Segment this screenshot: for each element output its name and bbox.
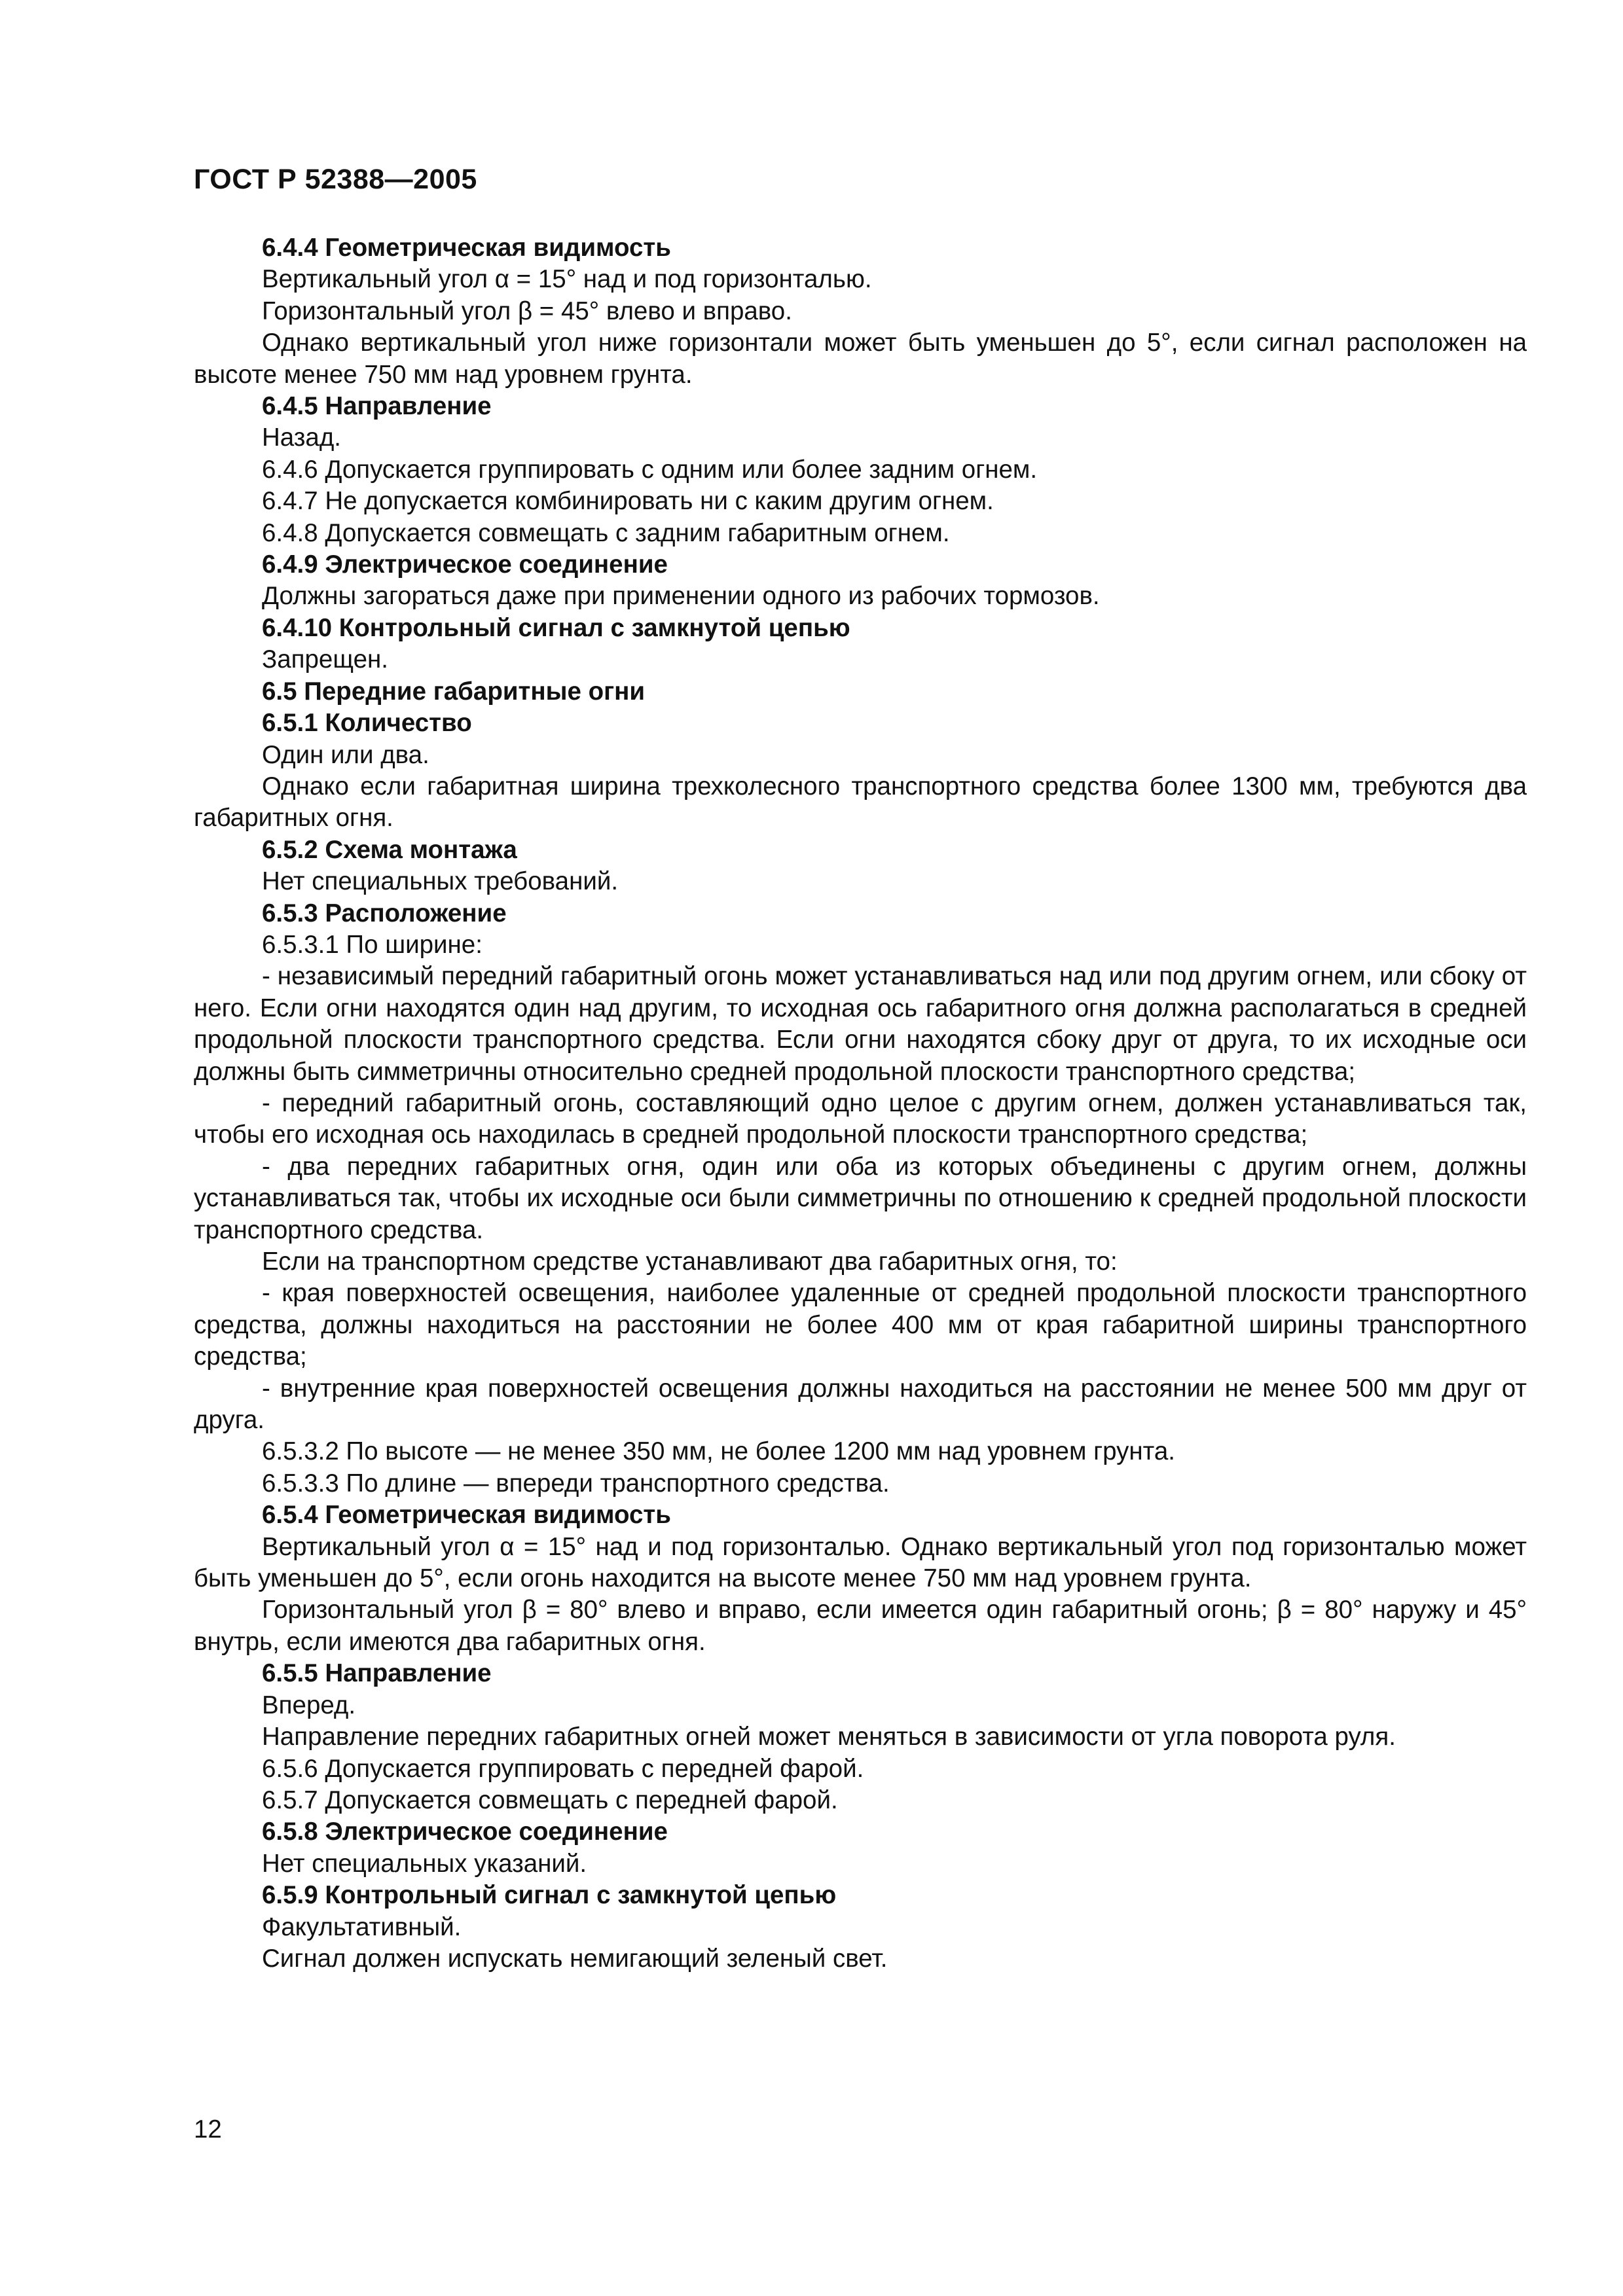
body-paragraph: - передний габаритный огонь, составляющий одно целое с другим огнем, должен устанавливаться так, чтобы его исходная ось находилась в средней продольной плоскости транспортного средства; (194, 1088, 1527, 1149)
section-heading: 6.5.4 Геометрическая видимость (262, 1501, 671, 1530)
document-body (194, 232, 1527, 1975)
body-paragraph: Вертикальный угол α = 15° над и под горизонталью. (262, 265, 872, 294)
section-heading: 6.4.10 Контрольный сигнал с замкнутой цепью (262, 613, 850, 642)
section-heading: 6.4.4 Геометрическая видимость (262, 234, 671, 262)
page-number: 12 (194, 2115, 222, 2144)
body-paragraph: 6.4.6 Допускается группировать с одним или более задним огнем. (262, 455, 1038, 484)
section-heading: 6.5.3 Расположение (262, 899, 507, 927)
section-heading: 6.4.5 Направление (262, 392, 492, 421)
body-paragraph: 6.5.6 Допускается группировать с передней фарой. (262, 1754, 864, 1783)
body-paragraph: - края поверхностей освещения, наиболее удаленные от средней продольной плоскости транспортного средства, должны находиться на расстоянии не более 400 мм от края габаритной ширины транспортного средства; (194, 1279, 1527, 1371)
body-paragraph: Однако вертикальный угол ниже горизонтали может быть уменьшен до 5°, если сигнал расположен на высоте менее 750 мм над уровнем грунта. (194, 329, 1527, 389)
section-heading: 6.5.8 Электрическое соединение (262, 1818, 668, 1846)
body-paragraph: 6.5.3.3 По длине — впереди транспортного средства. (262, 1469, 890, 1498)
body-paragraph: Факультативный. (262, 1912, 462, 1941)
body-paragraph: - независимый передний габаритный огонь может устанавливаться над или под другим огнем, или сбоку от него. Если огни находятся один над другим, то исходная ось габаритного огня должна располагаться в средней продольной плоскости транспортного средства. Если огни находятся сбоку друг от друга, то их исходные оси должны быть симметричны относительно средней продольной плоскости транспортного средства; (194, 962, 1527, 1086)
body-paragraph: Назад. (262, 423, 342, 452)
section-heading: 6.5.9 Контрольный сигнал с замкнутой цепью (262, 1881, 837, 1910)
body-paragraph: Горизонтальный угол β = 45° влево и вправо. (262, 296, 792, 325)
body-paragraph: Вертикальный угол α = 15° над и под горизонталью. Однако вертикальный угол под горизонталью может быть уменьшен до 5°, если огонь находится на высоте менее 750 мм над уровнем грунта. (194, 1532, 1527, 1593)
body-paragraph: Горизонтальный угол β = 80° влево и вправо, если имеется один габаритный огонь; β = 80° наружу и 45° внутрь, если имеются два габаритных огня. (194, 1596, 1527, 1656)
section-heading: 6.5 Передние габаритные огни (262, 677, 646, 706)
body-paragraph: Нет специальных указаний. (262, 1849, 587, 1878)
section-heading: 6.5.2 Схема монтажа (262, 835, 517, 864)
body-paragraph: Однако если габаритная ширина трехколесного транспортного средства более 1300 мм, требуются два габаритных огня. (194, 772, 1527, 833)
body-paragraph: 6.4.8 Допускается совмещать с задним габаритным огнем. (262, 518, 950, 547)
body-paragraph: Один или два. (262, 740, 429, 769)
body-paragraph: - два передних габаритных огня, один или оба из которых объединены с другим огнем, должны устанавливаться так, чтобы их исходные оси были симметричны по отношению к средней продольной плоскости транспортного средства. (194, 1152, 1527, 1244)
document-header: ГОСТ Р 52388—2005 (194, 164, 477, 195)
body-paragraph: Должны загораться даже при применении одного из рабочих тормозов. (262, 582, 1100, 611)
section-heading: 6.4.9 Электрическое соединение (262, 550, 668, 579)
body-paragraph: 6.5.3.1 По ширине: (262, 930, 483, 959)
section-heading: 6.5.5 Направление (262, 1659, 492, 1688)
body-paragraph: Если на транспортном средстве устанавливают два габаритных огня, то: (262, 1247, 1118, 1276)
body-paragraph: - внутренние края поверхностей освещения должны находиться на расстоянии не менее 500 мм друг от друга. (194, 1374, 1527, 1435)
section-heading: 6.5.1 Количество (262, 709, 472, 738)
body-paragraph: Нет специальных требований. (262, 867, 619, 896)
body-paragraph: 6.4.7 Не допускается комбинировать ни с каким другим огнем. (262, 487, 994, 516)
body-paragraph: 6.5.3.2 По высоте — не менее 350 мм, не более 1200 мм над уровнем грунта. (262, 1437, 1175, 1466)
body-paragraph: Вперед. (262, 1691, 356, 1719)
body-paragraph: Направление передних габаритных огней может меняться в зависимости от угла поворота руля. (262, 1723, 1396, 1751)
body-paragraph: Сигнал должен испускать немигающий зеленый свет. (262, 1944, 888, 1973)
body-paragraph: Запрещен. (262, 645, 388, 674)
body-paragraph: 6.5.7 Допускается совмещать с передней фарой. (262, 1785, 838, 1814)
